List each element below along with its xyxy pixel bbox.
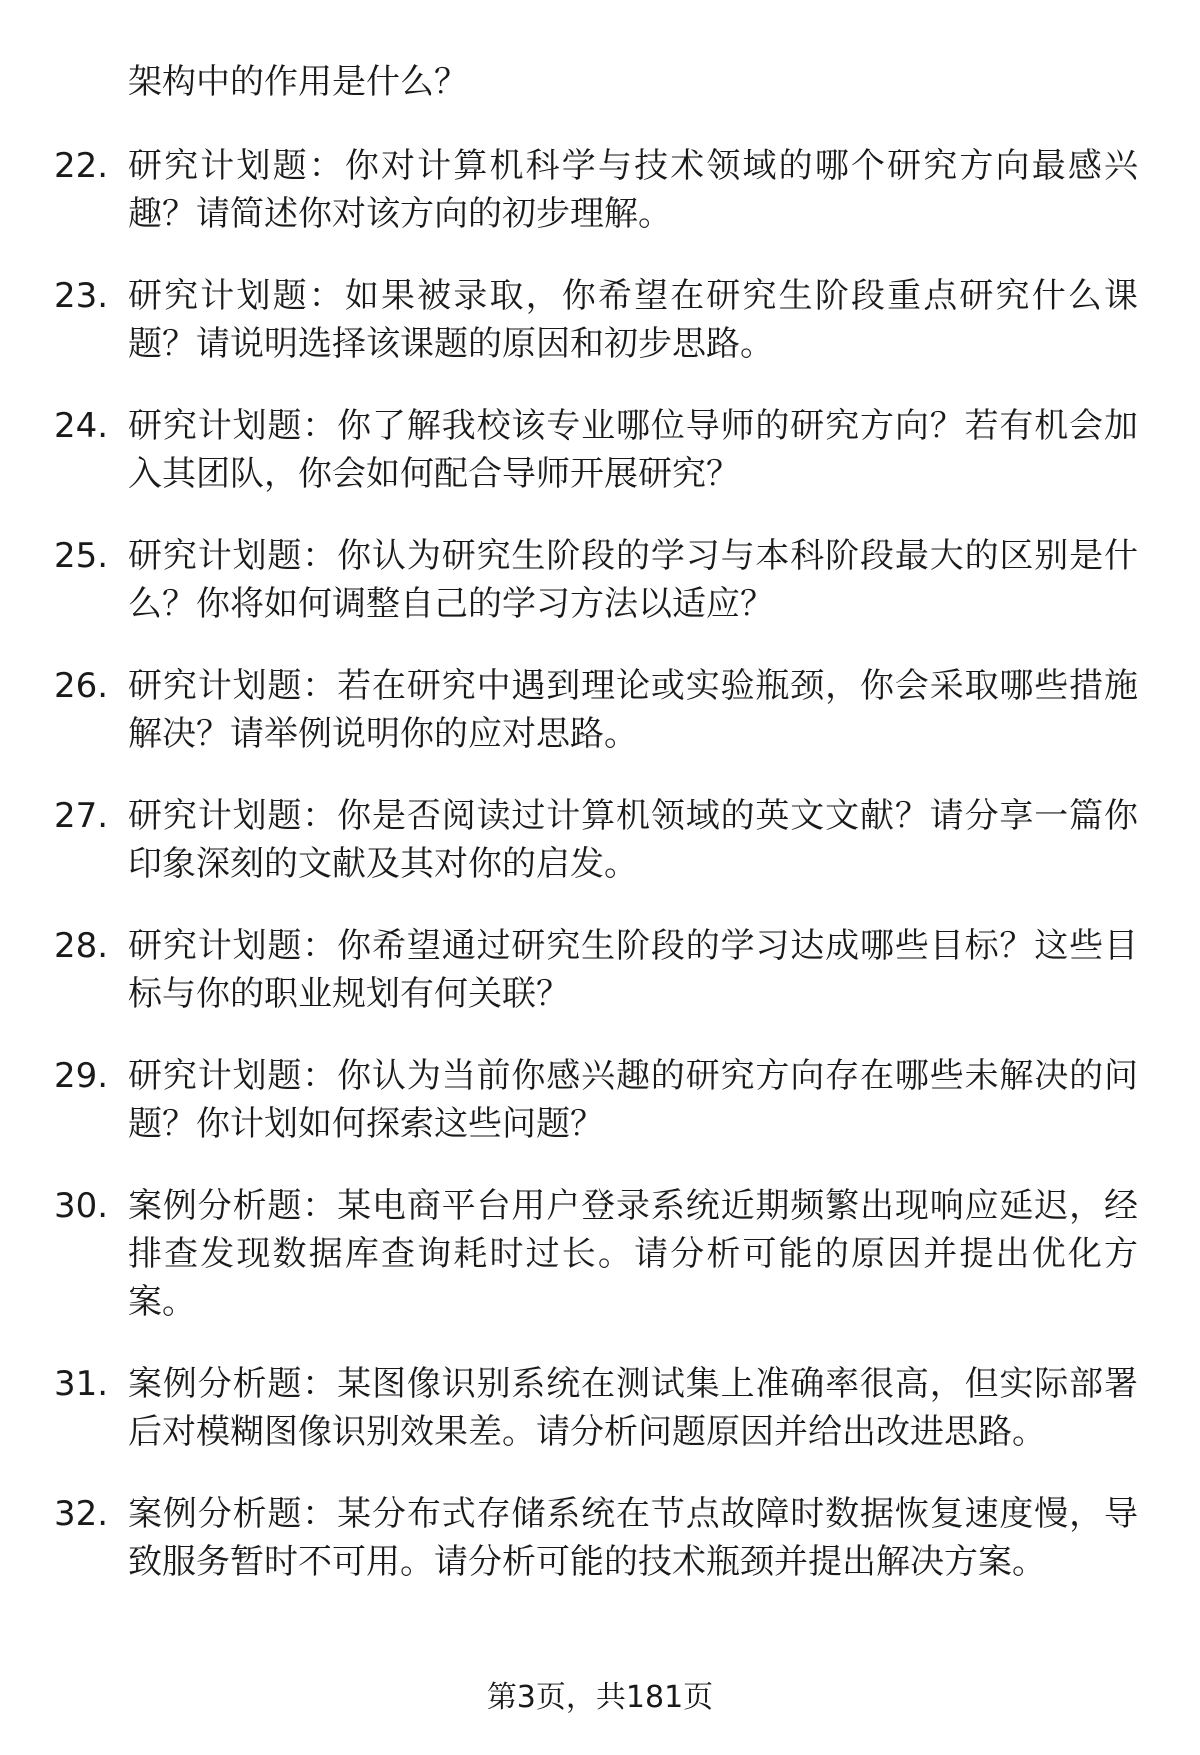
- question-text: 研究计划题：你对计算机科学与技术领域的哪个研究方向最感兴趣？请简述你对该方向的初步理解。: [128, 146, 1138, 234]
- question-text: 研究计划题：你了解我校该专业哪位导师的研究方向？若有机会加入其团队，你会如何配合导师开展研究？: [128, 406, 1138, 494]
- question-number: 32.: [54, 1494, 109, 1534]
- question-number: 29.: [54, 1056, 109, 1096]
- question-text: 研究计划题：你认为研究生阶段的学习与本科阶段最大的区别是什么？你将如何调整自己的学习方法以适应？: [128, 536, 1138, 624]
- question-number: 26.: [54, 666, 109, 706]
- question-text: 研究计划题：你是否阅读过计算机领域的英文文献？请分享一篇你印象深刻的文献及其对你的启发。: [128, 796, 1138, 884]
- question-item-28: [0, 922, 1200, 1018]
- question-text: 研究计划题：若在研究中遇到理论或实验瓶颈，你会采取哪些措施解决？请举例说明你的应对思路。: [128, 666, 1138, 754]
- question-item-22: [0, 142, 1200, 238]
- question-text: 案例分析题：某分布式存储系统在节点故障时数据恢复速度慢，导致服务暂时不可用。请分析可能的技术瓶颈并提出解决方案。: [128, 1494, 1138, 1582]
- question-number: 31.: [54, 1364, 109, 1404]
- continued-question-text: 架构中的作用是什么？: [128, 62, 468, 102]
- question-text: 案例分析题：某电商平台用户登录系统近期频繁出现响应延迟，经排查发现数据库查询耗时过长。请分析可能的原因并提出优化方案。: [128, 1186, 1138, 1322]
- question-item-26: [0, 662, 1200, 758]
- question-number: 23.: [54, 276, 109, 316]
- question-number: 24.: [54, 406, 109, 446]
- question-item-31: [0, 1360, 1200, 1456]
- question-text: 研究计划题：你希望通过研究生阶段的学习达成哪些目标？这些目标与你的职业规划有何关联？: [128, 926, 1138, 1014]
- question-text: 研究计划题：你认为当前你感兴趣的研究方向存在哪些未解决的问题？你计划如何探索这些问题？: [128, 1056, 1138, 1144]
- question-item-29: [0, 1052, 1200, 1148]
- question-number: 25.: [54, 536, 109, 576]
- page-footer: 第3页，共181页: [486, 1680, 714, 1715]
- question-number: 30.: [54, 1186, 109, 1226]
- question-text: 研究计划题：如果被录取，你希望在研究生阶段重点研究什么课题？请说明选择该课题的原因和初步思路。: [128, 276, 1138, 364]
- question-item-32: [0, 1490, 1200, 1586]
- question-text: 案例分析题：某图像识别系统在测试集上准确率很高，但实际部署后对模糊图像识别效果差。请分析问题原因并给出改进思路。: [128, 1364, 1138, 1452]
- question-number: 27.: [54, 796, 109, 836]
- question-number: 22.: [54, 146, 109, 186]
- question-number: 28.: [54, 926, 109, 966]
- question-item-23: [0, 272, 1200, 368]
- question-list: [0, 142, 1200, 1586]
- question-item-25: [0, 532, 1200, 628]
- question-item-30: [0, 1182, 1200, 1326]
- question-item-27: [0, 792, 1200, 888]
- question-item-24: [0, 402, 1200, 498]
